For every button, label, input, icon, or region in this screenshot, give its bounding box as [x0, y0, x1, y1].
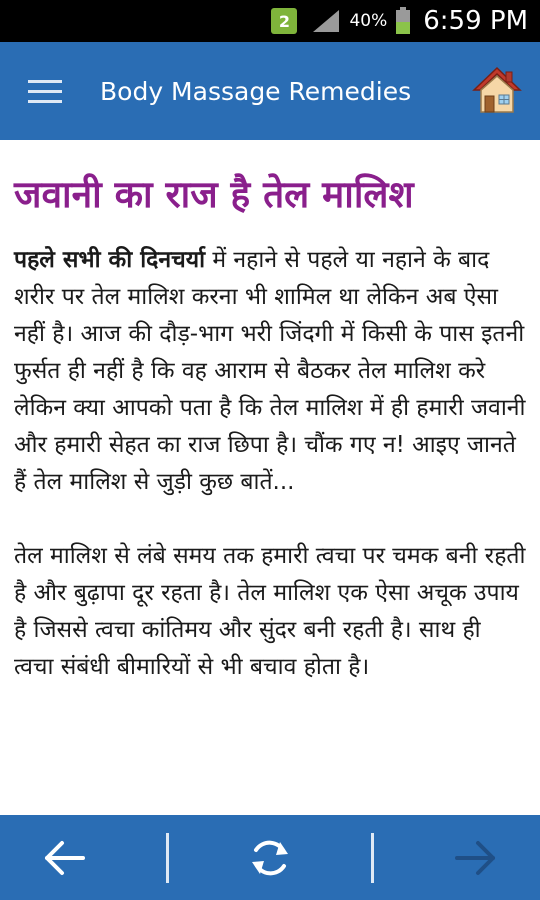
back-arrow-icon[interactable] — [35, 828, 95, 888]
article-content[interactable] — [0, 140, 540, 815]
home-icon[interactable] — [470, 64, 524, 118]
battery-percent: 40% — [349, 11, 388, 31]
bottom-nav-bar — [0, 815, 540, 900]
app-bar — [0, 42, 540, 140]
battery-icon — [395, 7, 411, 35]
status-bar — [0, 0, 540, 42]
hamburger-menu-icon[interactable] — [18, 61, 78, 121]
refresh-icon[interactable] — [240, 828, 300, 888]
nav-divider — [166, 833, 169, 883]
signal-icon — [311, 8, 341, 34]
nav-divider — [371, 833, 374, 883]
forward-arrow-icon[interactable] — [445, 828, 505, 888]
article-title: जवानी का राज है तेल मालिश — [14, 173, 414, 216]
clock: 6:59 PM — [423, 6, 528, 36]
paragraph-1-text: में नहाने से पहले या नहाने के बाद शरीर पर तेल मालिश करना भी शामिल था लेकिन अब ऐसा नहीं है। आज की दौड़-भाग भरी जिंदगी में किसी के पास इतनी फुर्सत ही नहीं है कि वह आराम से बैठकर तेल मालिश करे लेकिन क्या आपको पता है कि तेल मालिश में ही हमारी जवानी और हमारी सेहत का राज छिपा है। चौंक गए न! आइए जानते हैं तेल मालिश से जुड़ी कुछ बातें... — [14, 247, 526, 495]
notification-badge: 2 — [271, 8, 297, 34]
app-title: Body Massage Remedies — [100, 76, 412, 106]
article-paragraph-1 — [14, 242, 526, 501]
article-paragraph-2: तेल मालिश से लंबे समय तक हमारी त्वचा पर चमक बनी रहती है और बुढ़ापा दूर रहता है। तेल मालिश एक ऐसा अचूक उपाय है जिससे त्वचा कांतिमय और सुंदर बनी रहती है। साथ ही त्वचा संबंधी बीमारियों से भी बचाव होता है। — [14, 543, 526, 680]
paragraph-1-bold-lead: पहले सभी की दिनचर्या — [14, 247, 206, 273]
